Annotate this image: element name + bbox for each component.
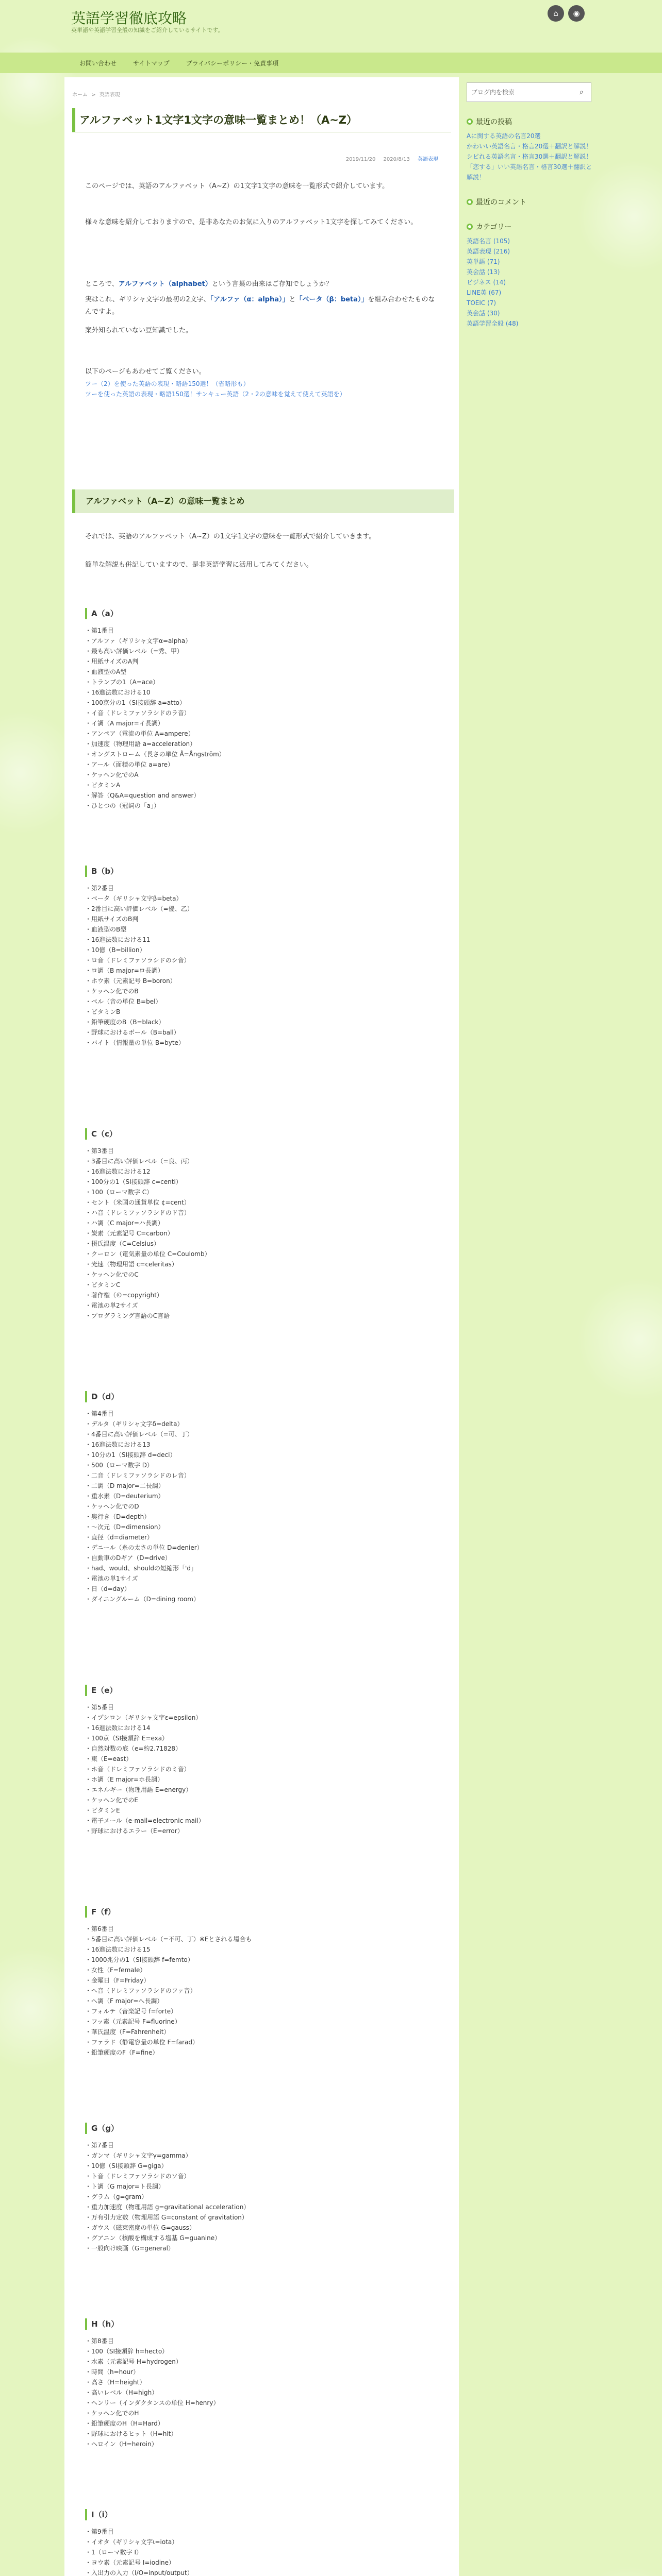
letter-meaning-item: ・16進法数における13 [85, 1441, 151, 1448]
letter-meaning-item: ・ダイニングルーム（D=dining room） [85, 1596, 200, 1603]
letter-meaning-item: ・グアニン（核酸を構成する塩基 G=guanine） [85, 2234, 221, 2242]
letter-heading: C（c） [85, 1128, 436, 1140]
recent-post-link[interactable]: 「恋する」いい英語名言・格言30選＋翻訳と解説！ [467, 163, 592, 181]
letter-meaning-item: ・ガンマ（ギリシャ文字γ=gamma） [85, 2152, 192, 2159]
letter-meaning-item: ・16進法数における12 [85, 1168, 151, 1175]
recent-post-link[interactable]: かわいい英語名言・格言20選＋翻訳と解説！ [467, 143, 592, 150]
heading-bullet-icon [467, 224, 473, 230]
letter-meaning-item: ・鉛筆硬度のF（F=fine） [85, 2049, 159, 2056]
header-icons [548, 5, 585, 22]
intro3-lead: ところで、 [85, 280, 119, 288]
breadcrumb-category[interactable]: 英語表現 [99, 92, 120, 98]
letter-meaning-item: ・日（d=day） [85, 1585, 130, 1592]
letter-section [85, 2123, 436, 2253]
categories-heading [467, 222, 595, 232]
letter-section [85, 1906, 436, 2058]
letter-meaning-item: ・重力加速度（物理用語 g=gravitational acceleration） [85, 2204, 250, 2211]
letter-meaning-item: ・ベル（音の単位 B=bel） [85, 998, 162, 1005]
letter-meaning-item: ・イ調（A major=イ長調） [85, 720, 164, 727]
letter-meaning-item: ・鉛筆硬度のH（H=Hard） [85, 2420, 164, 2427]
letter-meaning-item: ・セント（米国の通貨単位 ¢=cent） [85, 1199, 190, 1206]
letter-meaning-item: ・自然対数の底（e=約2.71828） [85, 1745, 182, 1752]
letter-meaning-item: ・ヨウ素（元素記号 I=iodine） [85, 2559, 175, 2566]
breadcrumb-home[interactable]: ホーム [72, 92, 88, 98]
heading-bullet-icon [467, 199, 473, 205]
letter-meaning-item: ・用紙サイズのB判 [85, 916, 139, 923]
home-icon[interactable]: ⌂ [548, 5, 564, 22]
letter-meaning-item: ・第3番目 [85, 1147, 114, 1155]
letter-meaning-item: ・アンペア（電流の単位 A=ampere） [85, 730, 194, 737]
letter-meaning-item: ・ホウ素（元素記号 B=boron） [85, 977, 176, 985]
recent-post-link[interactable]: Aに関する英語の名言20選 [467, 132, 541, 140]
search-icon[interactable]: ⌕ [580, 88, 584, 96]
search-box [467, 82, 591, 102]
letter-meaning-item: ・3番目に高い評価レベル（=良、丙） [85, 1158, 193, 1165]
nav-item-sitemap[interactable]: サイトマップ [133, 59, 170, 67]
letter-meaning-item: ・デニール（糸の太さの単位 D=denier） [85, 1544, 203, 1551]
letter-meaning-item: ・フォルテ（音楽記号 f=forte） [85, 2008, 177, 2015]
article-title-box [72, 108, 451, 132]
letter-meaning-item: ・ホ調（E major=ホ長調） [85, 1776, 164, 1783]
letter-meaning-item: ・第1番目 [85, 627, 114, 634]
letter-meaning-item: ・ケッヘン化でのC [85, 1271, 139, 1278]
letter-meaning-item: ・電池の単2サイズ [85, 1302, 138, 1309]
related-link-1[interactable]: ツー（2）を使った英語の表現・略語150選！（省略形も） [85, 380, 250, 387]
letter-meaning-item: ・野球におけるボール（B=ball） [85, 1029, 180, 1036]
section-paragraph-1: それでは、英語のアルファベット（A~Z）の1文字1文字の意味を一覧形式で紹介していきます。 [85, 533, 376, 540]
site-description: 英単語や英語学習全般の知識をご紹介しているサイトです。 [71, 27, 224, 33]
letter-meaning-item: ・華氏温度（F=Fahrenheit） [85, 2028, 170, 2036]
letter-meaning-item: ・奥行き（D=depth） [85, 1513, 151, 1520]
letter-meaning-item: ・重水素（D=deuterium） [85, 1493, 164, 1500]
letter-meaning-item: ・摂氏温度（C=Celsius） [85, 1240, 160, 1247]
categories-list [467, 236, 595, 329]
letter-meaning-item: ・ケッヘン化でのD [85, 1503, 139, 1510]
letter-meaning-item: ・イプシロン（ギリシャ文字ε=epsilon） [85, 1714, 202, 1721]
intro4-tail: を組み合わせたものなんですよ。 [85, 296, 435, 316]
letter-heading: I（i） [85, 2509, 436, 2520]
letter-meaning-item: ・へ調（F major=へ長調） [85, 1997, 163, 2005]
letter-meaning-item: ・ベータ（ギリシャ文字β=beta） [85, 895, 183, 902]
letter-meaning-item: ・女性（F=female） [85, 1967, 146, 1974]
letter-meaning-item: ・ト調（G major=ト長調） [85, 2183, 164, 2190]
letter-meaning-item: ・第2番目 [85, 885, 114, 892]
letter-meaning-item: ・アルファ（ギリシャ文字α=alpha） [85, 637, 192, 645]
recent-post-link[interactable]: シビれる英語名言・格言30選＋翻訳と解説！ [467, 153, 592, 160]
recent-posts-title: 最近の投稿 [476, 118, 512, 126]
category-link[interactable]: 英会話 (30) [467, 310, 500, 317]
nav-item-contact[interactable]: お問い合わせ [79, 59, 117, 67]
article-title: アルファベット1文字1文字の意味一覧まとめ！（A~Z） [72, 108, 451, 132]
heading-bullet-icon [467, 118, 473, 125]
category-link[interactable]: ビジネス (14) [467, 279, 506, 286]
letter-meaning-item: ・イオタ（ギリシャ文字ι=iota） [85, 2538, 178, 2546]
letter-section [85, 608, 436, 811]
category-link[interactable]: LINE英 (67) [467, 289, 502, 296]
categories-title: カテゴリー [476, 223, 512, 231]
letter-meaning-item: ・第8番目 [85, 2337, 114, 2345]
section-heading [72, 489, 454, 513]
letter-meaning-item: ・ホ音（ドレミファソラシドのミ音） [85, 1766, 190, 1773]
letter-meaning-item: ・100京分の1（SI接頭辞 a=atto） [85, 699, 186, 706]
intro-paragraph-1: このページでは、英語のアルファベット（A~Z）の1文字1文字の意味を一覧形式で紹介しています。 [85, 182, 389, 190]
breadcrumb [72, 90, 122, 98]
intro-paragraph-4 [85, 294, 436, 318]
letter-meaning-item: ・1（ローマ数字 I） [85, 2549, 142, 2556]
letter-meaning-item: ・〜次元（D=dimension） [85, 1523, 164, 1531]
letter-meaning-item: ・自動車のDギア（D=drive） [85, 1554, 171, 1562]
letter-meaning-item: ・第7番目 [85, 2142, 114, 2149]
letter-meaning-item: ・100分の1（SI接頭辞 c=centi） [85, 1178, 182, 1185]
related-link-2[interactable]: ツーを使った英語の表現・略語150選！サンキュー英語（2・2の意味を覚えて使えて英語を） [85, 391, 346, 398]
recent-posts-list [467, 131, 595, 182]
letter-meaning-item: ・第9番目 [85, 2528, 114, 2535]
letter-meaning-item: ・野球におけるエラー（E=error） [85, 1827, 184, 1835]
letter-meaning-item: ・バイト（情報量の単位 B=byte） [85, 1039, 185, 1046]
article-dates [64, 155, 459, 162]
letter-section [85, 2318, 436, 2449]
intro-paragraph-3 [85, 278, 436, 291]
intro-paragraph-2: 様々な意味を紹介しておりますので、是非あなたのお気に入りのアルファベット1文字を探してみてください。 [85, 218, 418, 226]
related-intro: 以下のページもあわせてご覧ください。 [85, 368, 206, 376]
letter-meaning-item: ・16進法数における14 [85, 1724, 151, 1732]
alphabet-term: アルファベット（alphabet） [118, 280, 212, 288]
recent-comments-title: 最近のコメント [476, 198, 526, 207]
article-tag[interactable]: 英語表現 [418, 157, 438, 162]
letter-heading: B（b） [85, 866, 436, 877]
section-paragraph-2: 簡単な解説も併記していますので、是非英語学習に活用してみてください。 [85, 561, 313, 569]
letter-meaning-item: ・電池の単1サイズ [85, 1575, 138, 1582]
letter-section [85, 1391, 436, 1604]
letter-meaning-item: ・10億（B=billion） [85, 946, 146, 954]
letter-heading: A（a） [85, 608, 436, 619]
letter-meaning-item: ・500（ローマ数字 D） [85, 1462, 153, 1469]
letter-meaning-item: ・ハ音（ドレミファソラシドのド音） [85, 1209, 190, 1216]
main-content [64, 77, 459, 2576]
letter-meaning-item: ・東（E=east） [85, 1755, 133, 1762]
feed-icon[interactable]: ◉ [568, 5, 585, 22]
global-nav [0, 53, 662, 73]
intro3-tail: という言葉の由来はご存知でしょうか？ [211, 280, 333, 288]
letter-meaning-item: ・血液型のA型 [85, 668, 127, 675]
category-link[interactable]: 英単語 (71) [467, 258, 500, 265]
letter-section [85, 1685, 436, 1836]
letter-meaning-item: ・1000兆分の1（SI接頭辞 f=femto） [85, 1956, 194, 1963]
letter-meaning-item: ・16進法数における11 [85, 936, 151, 943]
letter-meaning-item: ・第4番目 [85, 1410, 114, 1417]
letter-meaning-item: ・ビタミンB [85, 1008, 121, 1015]
category-link[interactable]: 英語名言 (105) [467, 238, 510, 245]
letter-meaning-item: ・had、would、shouldの短縮形「'd」 [85, 1565, 197, 1572]
letter-meaning-item: ・フッ素（元素記号 F=fluorine） [85, 2018, 181, 2025]
letter-meaning-item: ・5番目に高い評価レベル（=不可、丁）※Eとされる場合も [85, 1936, 252, 1943]
letter-meaning-item: ・ファラド（静電容量の単位 F=farad） [85, 2039, 199, 2046]
letter-meaning-item: ・イ音（ドレミファソラシドのラ音） [85, 709, 190, 717]
letter-meaning-item: ・ケッヘン化でのE [85, 1797, 138, 1804]
letter-meaning-item: ・10億（SI接頭辞 G=giga） [85, 2162, 168, 2170]
category-link[interactable]: 英語学習全般 (48) [467, 320, 519, 327]
letter-meaning-item: ・ヘロイン（H=heroin） [85, 2441, 158, 2448]
letter-meaning-item: ・高いレベル（H=high） [85, 2389, 158, 2396]
letter-meaning-item: ・トランプの1（A=ace） [85, 679, 159, 686]
letter-meaning-item: ・野球におけるヒット（H=hit） [85, 2430, 177, 2437]
intro-paragraph-5: 案外知られていない豆知識でした。 [85, 327, 193, 334]
intro4-lead: 実はこれ、ギリシャ文字の最初の2文字、 [85, 296, 210, 303]
letter-meaning-item: ・2番目に高い評価レベル（=優、乙） [85, 905, 193, 912]
letter-meaning-item: ・金曜日（F=Friday） [85, 1977, 150, 1984]
category-link[interactable]: 英語表現 (216) [467, 248, 510, 255]
letter-meaning-item: ・入出力の入力（I/O=input/output） [85, 2569, 193, 2576]
letter-meaning-item: ・著作権（©=copyright） [85, 1292, 163, 1299]
category-link[interactable]: TOEIC (7) [467, 299, 496, 307]
letter-meaning-item: ・ビタミンC [85, 1281, 121, 1289]
updated-date: 2020/8/13 [383, 157, 410, 162]
letter-meaning-item: ・4番目に高い評価レベル（=可、丁） [85, 1431, 193, 1438]
letter-meaning-item: ・第6番目 [85, 1925, 114, 1933]
letter-meaning-item: ・時間（h=hour） [85, 2368, 140, 2376]
breadcrumb-separator: > [91, 92, 96, 98]
letter-meaning-item: ・ケッヘン化でのA [85, 771, 139, 778]
letter-meaning-item: ・第5番目 [85, 1704, 114, 1711]
beta-term: 「ベータ（β：beta）」 [295, 296, 368, 303]
letter-meaning-item: ・電子メール（e-mail=electronic mail） [85, 1817, 205, 1824]
letter-meaning-item: ・ひとつの（冠詞の「a」） [85, 802, 160, 809]
letter-meaning-item: ・解答（Q&A=question and answer） [85, 792, 200, 799]
letter-meaning-item: ・アール（面積の単位 a=are） [85, 761, 174, 768]
letter-meaning-item: ・デルタ（ギリシャ文字δ=delta） [85, 1420, 184, 1428]
related-links [85, 379, 436, 399]
search-input[interactable] [467, 83, 570, 101]
site-header [0, 0, 662, 52]
letter-meaning-item: ・ビタミンA [85, 782, 121, 789]
letter-meaning-item: ・ハ調（C major=ハ長調） [85, 1219, 164, 1227]
letter-section [85, 2509, 436, 2576]
letter-meaning-item: ・最も高い評価レベル（=秀、甲） [85, 648, 184, 655]
letter-meaning-item: ・ビタミンE [85, 1807, 120, 1814]
site-title[interactable]: 英語学習徹底攻略 [71, 10, 187, 27]
letter-heading: D（d） [85, 1391, 436, 1402]
published-date: 2019/11/20 [345, 157, 376, 162]
sidebar [467, 77, 595, 329]
letter-meaning-item: ・へ音（ドレミファソラシドのファ音） [85, 1987, 196, 1994]
letter-meaning-item: ・100（SI接頭辞 h=hecto） [85, 2348, 169, 2355]
letter-meaning-item: ・直径（d=diameter） [85, 1534, 154, 1541]
letter-meaning-item: ・ケッヘン化でのH [85, 2410, 139, 2417]
letter-meaning-item: ・100（ローマ数字 C） [85, 1189, 153, 1196]
letter-meaning-item: ・クーロン（電気素量の単位 C=Coulomb） [85, 1250, 211, 1258]
alpha-term: 「アルファ（α：alpha）」 [210, 296, 289, 303]
letter-meaning-item: ・光速（物理用語 c=celeritas） [85, 1261, 178, 1268]
letter-meaning-item: ・炭素（元素記号 C=carbon） [85, 1230, 174, 1237]
letter-meaning-item: ・血液型のB型 [85, 926, 127, 933]
letter-meaning-item: ・高さ（H=height） [85, 2379, 146, 2386]
letter-section [85, 866, 436, 1048]
letter-meaning-item: ・万有引力定数（物理用語 G=constant of gravitation） [85, 2214, 248, 2221]
letter-meaning-item: ・ガウス（磁束密度の単位 G=gauss） [85, 2224, 195, 2231]
recent-posts-heading [467, 116, 595, 127]
letter-heading: H（h） [85, 2318, 436, 2330]
letter-meaning-item: ・加速度（物理用語 a=acceleration） [85, 740, 196, 748]
letter-meaning-item: ・二音（ドレミファソラシドのレ音） [85, 1472, 190, 1479]
nav-item-privacy[interactable]: プライバシーポリシー・免責事項 [186, 59, 279, 67]
letter-meaning-item: ・100京（SI接頭辞 E=exa） [85, 1735, 169, 1742]
letter-heading: G（g） [85, 2123, 436, 2134]
intro4-mid: と [289, 296, 296, 303]
letter-meaning-item: ・10分の1（SI接頭辞 d=deci） [85, 1451, 176, 1459]
letter-meaning-item: ・プログラミング言語のC言語 [85, 1312, 170, 1319]
letter-meaning-item: ・ケッヘン化でのB [85, 988, 139, 995]
letter-section [85, 1128, 436, 1321]
letter-meaning-item: ・16進法数における10 [85, 689, 151, 696]
letter-meaning-item: ・鉛筆硬度のB（B=black） [85, 1019, 165, 1026]
letter-meaning-item: ・ロ音（ドレミファソラシドのシ音） [85, 957, 190, 964]
letter-meaning-item: ・一般向け映画（G=general） [85, 2245, 174, 2252]
letter-meaning-item: ・ヘンリー（インダクタンスの単位 H=henry） [85, 2399, 220, 2406]
letter-meaning-item: ・水素（元素記号 H=hydrogen） [85, 2358, 182, 2365]
letter-heading: E（e） [85, 1685, 436, 1696]
letter-meaning-item: ・二調（D major=二長調） [85, 1482, 164, 1489]
letter-meaning-item: ・グラム（g=gram） [85, 2193, 148, 2200]
section-heading-text: アルファベット（A~Z）の意味一覧まとめ [86, 496, 245, 506]
recent-comments-heading [467, 197, 595, 207]
letter-meaning-item: ・ト音（ドレミファソラシドのソ音） [85, 2173, 190, 2180]
letter-meaning-item: ・16進法数における15 [85, 1946, 151, 1953]
letter-meaning-item: ・用紙サイズのA判 [85, 658, 139, 665]
category-link[interactable]: 英会話 (13) [467, 268, 500, 276]
letter-meaning-item: ・ロ調（B major=ロ長調） [85, 967, 164, 974]
letter-meaning-item: ・オングストローム（長さの単位 Å=Ångström） [85, 751, 225, 758]
letter-heading: F（f） [85, 1906, 436, 1918]
letter-meaning-item: ・エネルギー（物理用語 E=energy） [85, 1786, 192, 1793]
